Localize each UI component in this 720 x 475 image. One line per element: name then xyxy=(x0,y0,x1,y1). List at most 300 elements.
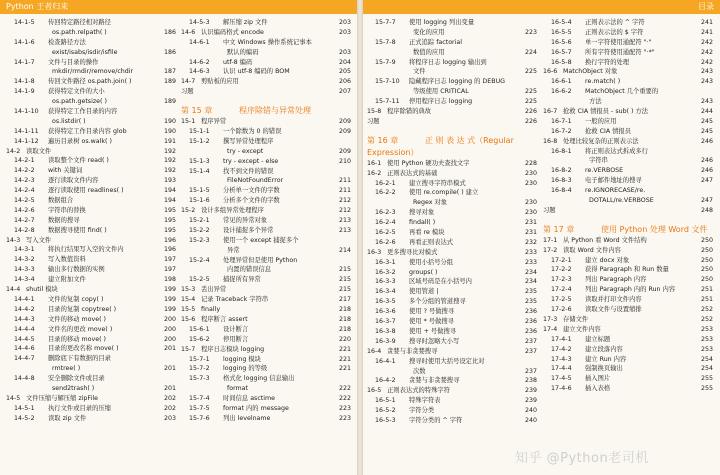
toc-subsection xyxy=(6,315,178,325)
toc-section xyxy=(543,246,715,256)
toc-title: 所有字符使用通配符 "·*" xyxy=(585,48,655,56)
toc-number: 14-3-4 xyxy=(14,276,35,284)
toc-subsection xyxy=(181,275,353,285)
toc-subsection xyxy=(6,305,178,315)
right-toc-columns xyxy=(363,18,720,475)
toc-continuation xyxy=(6,117,178,127)
toc-subsection xyxy=(6,374,178,384)
toc-title: 使用 Python 硬功夫查找文字 xyxy=(387,159,470,167)
toc-title: os.listdir( ) xyxy=(52,117,86,125)
toc-number: 17-4 xyxy=(543,325,558,333)
toc-page-number: 218 xyxy=(338,325,351,333)
toc-page-number: 233 xyxy=(524,248,537,256)
toc-subsection xyxy=(367,268,539,278)
toc-number: 15-1 xyxy=(181,118,196,126)
toc-title: 方法 xyxy=(589,98,602,106)
toc-title: 文件的移动 move( ) xyxy=(48,315,106,323)
toc-page-number: 225 xyxy=(524,68,537,76)
toc-page-number: 245 xyxy=(700,117,713,125)
toc-page-number: 242 xyxy=(700,38,713,46)
toc-title: 抢救 CIA 情报员 xyxy=(585,127,632,135)
toc-subsection xyxy=(543,147,715,157)
toc-subsection xyxy=(6,404,178,414)
toc-section xyxy=(367,386,539,396)
toc-number: 16-2-5 xyxy=(375,229,396,237)
toc-section xyxy=(181,28,353,38)
toc-number: 14-2-4 xyxy=(14,187,35,195)
toc-number: 14-4-6 xyxy=(14,345,35,353)
toc-title: 使用 re.compile( ) 建立 xyxy=(409,189,479,197)
toc-page-number: 195 xyxy=(163,206,176,214)
toc-subsection xyxy=(543,384,715,394)
toc-number: 16-3-9 xyxy=(375,337,396,345)
toc-number: 14-4-5 xyxy=(14,335,35,343)
toc-title: 剪贴板的应用 xyxy=(201,78,239,86)
toc-column-4 xyxy=(543,18,715,394)
toc-page-number: 203 xyxy=(163,414,176,422)
toc-number: 15-7-1 xyxy=(189,355,210,363)
toc-number: 16-3-3 xyxy=(375,278,396,286)
toc-page-number: 190 xyxy=(163,127,176,135)
toc-number: 14-3-2 xyxy=(14,256,35,264)
toc-number: 15-7-2 xyxy=(189,365,210,373)
toc-section xyxy=(6,236,178,246)
toc-continuation xyxy=(367,367,539,377)
toc-title: 执行文件或目录的压缩 xyxy=(48,404,111,412)
toc-number: 15-7-8 xyxy=(375,38,396,46)
toc-title: 数据搜寻使用 find( ) xyxy=(48,226,107,234)
toc-number: 15-1-6 xyxy=(189,197,210,205)
toc-subsection xyxy=(543,18,715,28)
toc-page-number: 203 xyxy=(338,28,351,36)
toc-subsection xyxy=(181,335,353,345)
toc-title: DOTALL/re.VERBOSE xyxy=(589,197,654,205)
toc-number: 17-2-1 xyxy=(551,256,572,264)
toc-title: 列出 Paragraph 内的 Run 内容 xyxy=(585,286,676,294)
toc-number: 15-7-6 xyxy=(189,414,210,422)
toc-page-number: 196 xyxy=(163,236,176,244)
toc-title: rmtree( ) xyxy=(52,365,81,373)
toc-title: 设计多组异常处理程序 xyxy=(201,207,264,215)
toc-number: 14-4-3 xyxy=(14,315,35,323)
toc-subsection xyxy=(181,157,353,167)
toc-page-number: 199 xyxy=(163,305,176,313)
toc-number: 第 17 章 xyxy=(543,224,575,234)
toc-continuation xyxy=(367,48,539,58)
toc-subsection xyxy=(6,107,178,117)
toc-page-number: 239 xyxy=(524,397,537,405)
toc-title: 设计断言 xyxy=(223,325,249,333)
toc-continuation xyxy=(6,67,178,77)
toc-title: 字符串的替换 xyxy=(48,206,86,214)
toc-subsection xyxy=(367,396,539,406)
toc-title: 检查路径方法 xyxy=(48,38,86,46)
toc-spacer xyxy=(181,97,353,105)
left-toc-columns xyxy=(0,18,357,475)
toc-title: 贪婪与非贪婪搜寻 xyxy=(409,377,460,385)
toc-page-number: 231 xyxy=(524,229,537,237)
toc-page-number: 186 xyxy=(163,48,176,56)
toc-title: 获得 Paragraph 和 Run 数量 xyxy=(585,266,669,274)
toc-title: 读取 zip 文件 xyxy=(48,414,87,422)
toc-subsection xyxy=(181,38,353,48)
toc-number: 习题 xyxy=(367,117,380,125)
toc-page-number: 246 xyxy=(700,157,713,165)
toc-section xyxy=(181,345,353,355)
toc-title: 默认的编码 xyxy=(227,48,259,56)
toc-title: re.VERBOSE xyxy=(585,167,624,175)
toc-page-number: 252 xyxy=(700,315,713,323)
toc-subsection xyxy=(367,77,539,87)
toc-number: 17-4-3 xyxy=(551,355,572,363)
toc-section xyxy=(543,107,715,117)
toc-title: 获得特定工作目录的内容 xyxy=(48,108,118,116)
toc-number: 16-8-2 xyxy=(551,167,572,175)
toc-number: 16-3-1 xyxy=(375,258,396,266)
toc-subsection xyxy=(367,238,539,248)
toc-page-number: 212 xyxy=(338,197,351,205)
toc-page-number: 203 xyxy=(338,48,351,56)
toc-number: 15-8 xyxy=(367,108,382,116)
toc-continuation xyxy=(181,246,353,256)
toc-page-number: 250 xyxy=(700,266,713,274)
toc-title: 更多搜寻比对模式 xyxy=(387,248,438,256)
toc-subsection xyxy=(181,414,353,424)
toc-page-number: 241 xyxy=(700,28,713,36)
toc-title: 常见的异常对象 xyxy=(223,217,268,225)
toc-subsection xyxy=(6,196,178,206)
toc-number: 17-1 xyxy=(543,236,558,244)
toc-page-number: 236 xyxy=(524,308,537,316)
toc-title: 将正则表达式拆成多行 xyxy=(585,147,648,155)
toc-number: 15-1-1 xyxy=(189,128,210,136)
toc-subsection xyxy=(6,206,178,216)
toc-title: 解压缩 zip 文件 xyxy=(223,19,268,26)
toc-page-number: 202 xyxy=(163,404,176,412)
toc-page-number: 235 xyxy=(524,298,537,306)
toc-page-number: 196 xyxy=(163,246,176,254)
toc-title: 分析单一文件的字数 xyxy=(223,187,280,195)
toc-subsection xyxy=(543,77,715,87)
toc-subsection xyxy=(543,166,715,176)
toc-page-number: 200 xyxy=(163,335,176,343)
toc-subsection xyxy=(181,18,353,28)
toc-number: 14-1-11 xyxy=(14,127,39,135)
toc-number: 15-7-11 xyxy=(375,98,400,106)
toc-title: 建立附加文件 xyxy=(48,276,86,284)
toc-page-number: 197 xyxy=(163,256,176,264)
toc-title: logging 模块 xyxy=(223,355,261,363)
toc-title: 程序日志模块 logging xyxy=(201,345,265,353)
toc-subsection xyxy=(543,285,715,295)
toc-page-number: 225 xyxy=(524,98,537,106)
toc-title: 特殊字符表 xyxy=(409,397,441,405)
toc-subsection xyxy=(543,256,715,266)
toc-title: 程序除错的典故 xyxy=(387,108,432,116)
toc-title: 次数 xyxy=(413,367,426,375)
toc-title: 数值的应用 xyxy=(413,48,445,56)
toc-title: try - except - else xyxy=(223,157,279,165)
toc-subsection xyxy=(181,226,353,236)
toc-page-number: 251 xyxy=(700,286,713,294)
toc-page-number: 206 xyxy=(338,78,351,86)
toc-exercises xyxy=(181,87,353,97)
toc-page-number: 215 xyxy=(338,266,351,274)
toc-number: 14-5-1 xyxy=(14,404,35,412)
toc-number: 15-2-5 xyxy=(189,276,210,284)
toc-number: 16-2-6 xyxy=(375,238,396,246)
toc-page-number: 224 xyxy=(524,48,537,56)
toc-section xyxy=(181,117,353,127)
toc-number: 15-7-7 xyxy=(375,19,396,26)
toc-title: 一般的应用 xyxy=(585,117,617,125)
toc-subsection xyxy=(543,295,715,305)
toc-title: 贪婪与非贪婪搜寻 xyxy=(387,347,438,355)
toc-number: 16-2-3 xyxy=(375,209,396,217)
toc-number: 14-7 xyxy=(181,78,196,86)
toc-page-number: 243 xyxy=(700,98,713,106)
toc-number: 17-2-3 xyxy=(551,276,572,284)
toc-number: 16-8-4 xyxy=(551,187,572,195)
toc-page-number: 242 xyxy=(700,48,713,56)
toc-number: 14-4-2 xyxy=(14,305,35,313)
toc-number: 16-5-3 xyxy=(375,416,396,424)
toc-subsection xyxy=(6,166,178,176)
toc-subsection xyxy=(367,258,539,268)
toc-number: 14-2-2 xyxy=(14,167,35,175)
toc-page-number: 205 xyxy=(338,68,351,76)
toc-subsection xyxy=(181,236,353,246)
toc-subsection xyxy=(6,127,178,137)
toc-continuation xyxy=(6,97,178,107)
toc-number: 15-2 xyxy=(181,207,196,215)
toc-number: 15-5 xyxy=(181,306,196,314)
toc-page-number: 200 xyxy=(163,315,176,323)
toc-page-number: 241 xyxy=(700,19,713,26)
toc-subsection xyxy=(181,256,353,266)
toc-page-number: 239 xyxy=(524,387,537,395)
toc-page-number: 236 xyxy=(524,318,537,326)
toc-title: 一个除数为 0 的错误 xyxy=(223,128,282,136)
toc-number: 14-3 xyxy=(6,236,21,244)
toc-page-number: 217 xyxy=(338,296,351,304)
toc-continuation xyxy=(181,147,353,157)
toc-subsection xyxy=(181,186,353,196)
toc-title: 逐行读取文件内容 xyxy=(48,177,99,185)
toc-continuation xyxy=(543,196,715,206)
toc-title: 读取文件 xyxy=(26,147,52,155)
toc-number: 15-6-1 xyxy=(189,325,210,333)
toc-page-number: 211 xyxy=(338,187,351,195)
toc-subsection xyxy=(367,287,539,297)
toc-subsection xyxy=(181,67,353,77)
toc-page-number: 240 xyxy=(524,416,537,424)
toc-number: 17-4-5 xyxy=(551,375,572,383)
toc-title: os.path.relpath( ) xyxy=(52,28,107,36)
toc-number: 14-4-7 xyxy=(14,355,35,363)
toc-page-number: 194 xyxy=(163,187,176,195)
toc-title: 目录的更改名称 move( ) xyxy=(48,345,119,353)
toc-title: finally xyxy=(201,306,221,314)
toc-title: 程序异常 xyxy=(201,118,227,126)
toc-subsection xyxy=(543,364,715,374)
toc-title: 列出 levelname xyxy=(223,414,271,422)
toc-title: 强制换页输出 xyxy=(585,365,623,373)
toc-subsection xyxy=(543,117,715,127)
toc-number: 17-2-2 xyxy=(551,266,572,274)
toc-page-number: 221 xyxy=(338,355,351,363)
toc-title: 时间信息 asctime xyxy=(223,395,276,403)
toc-number: 16-3-8 xyxy=(375,327,396,335)
toc-number: 17-3 xyxy=(543,315,558,323)
toc-number: 14-2-3 xyxy=(14,177,35,185)
toc-section xyxy=(543,236,715,246)
toc-page-number: 213 xyxy=(338,217,351,225)
toc-page-number: 254 xyxy=(700,355,713,363)
toc-title: 文件 xyxy=(413,68,426,76)
toc-page-number: 221 xyxy=(338,365,351,373)
toc-title: 列出 Paragraph 内容 xyxy=(585,276,647,284)
toc-title: 程序除错与异常处理 xyxy=(239,106,311,116)
toc-exercises xyxy=(367,117,539,127)
toc-page-number: 209 xyxy=(338,128,351,136)
toc-page-number: 253 xyxy=(700,325,713,333)
toc-section xyxy=(543,315,715,325)
toc-page-number: 189 xyxy=(163,98,176,106)
toc-continuation xyxy=(181,176,353,186)
toc-title: 使用 ? 号做搜寻 xyxy=(409,308,455,316)
toc-continuation xyxy=(6,384,178,394)
toc-title: 将执行结果写入空的文件内 xyxy=(48,246,124,254)
toc-number: 16-3 xyxy=(367,248,382,256)
toc-section xyxy=(543,325,715,335)
toc-page-number: 232 xyxy=(524,238,537,246)
toc-page-number: 187 xyxy=(163,68,176,76)
toc-subsection xyxy=(181,58,353,68)
toc-page-number: 255 xyxy=(700,385,713,393)
toc-page-number: 207 xyxy=(338,88,351,96)
toc-title: shutil 模块 xyxy=(26,286,58,294)
toc-page-number: 211 xyxy=(338,177,351,185)
toc-title: groups( ) xyxy=(409,268,438,276)
toc-title: 处理异常但是使用 Python xyxy=(223,256,298,264)
toc-subsection xyxy=(367,357,539,367)
toc-page-number: 228 xyxy=(524,159,537,167)
toc-title: 写入文件 xyxy=(26,236,52,244)
toc-subsection xyxy=(6,176,178,186)
toc-title: 逐行读取使用 readlines( ) xyxy=(48,187,124,195)
toc-subsection xyxy=(367,277,539,287)
toc-number: 16-6 xyxy=(543,68,558,76)
toc-title: 获得特定工作目录内容 glob xyxy=(48,127,127,135)
toc-title: 搜寻时使用大括号设定比对 xyxy=(409,357,485,365)
toc-title: 将程序日志 logging 输出到 xyxy=(409,58,487,66)
toc-number: 16-3-5 xyxy=(375,298,396,306)
toc-number: 15-1-2 xyxy=(189,137,210,145)
toc-number: 15-2-1 xyxy=(189,217,210,225)
toc-title: 中文 Windows 操作系统记事本 xyxy=(223,38,312,46)
toc-page-number: 192 xyxy=(163,147,176,155)
toc-page-number: 236 xyxy=(524,327,537,335)
toc-number: 15-7-3 xyxy=(189,375,210,383)
toc-page-number: 242 xyxy=(700,58,713,66)
toc-number: 习题 xyxy=(181,88,194,96)
toc-page-number: 194 xyxy=(163,197,176,205)
toc-number: 14-3-1 xyxy=(14,246,35,254)
toc-number: 15-2-2 xyxy=(189,226,210,234)
toc-page-number: 222 xyxy=(338,395,351,403)
toc-title: 插入表格 xyxy=(585,385,611,393)
toc-title: 再看 re 模块 xyxy=(409,229,445,237)
toc-title: 建立 Run 内容 xyxy=(585,355,627,363)
toc-title: 正则表示法的 $ 字符 xyxy=(585,28,644,36)
toc-subsection xyxy=(543,87,715,97)
toc-subsection xyxy=(6,414,178,424)
toc-number: 14-1-10 xyxy=(14,108,39,116)
toc-number: 14-1-6 xyxy=(14,38,35,46)
toc-subsection xyxy=(6,325,178,335)
toc-title: 电子邮件地址的搜寻 xyxy=(585,177,642,185)
toc-subsection xyxy=(181,364,353,374)
toc-subsection xyxy=(6,354,178,364)
toc-page-number: 186 xyxy=(163,28,176,36)
toc-page-number: 223 xyxy=(524,28,537,36)
toc-subsection xyxy=(6,186,178,196)
toc-title: 传回文件路径 os.path.join( ) xyxy=(48,78,132,86)
toc-page-number: 222 xyxy=(338,385,351,393)
toc-page-number: 245 xyxy=(700,127,713,135)
toc-number: 15-7 xyxy=(181,345,196,353)
toc-column-2 xyxy=(181,18,353,424)
toc-chapter-heading xyxy=(367,147,539,159)
toc-title: 使用 * 号做搜寻 xyxy=(409,318,454,326)
toc-subsection xyxy=(367,297,539,307)
toc-section xyxy=(181,315,353,325)
toc-subsection xyxy=(6,87,178,97)
toc-number: 16-4 xyxy=(367,347,382,355)
toc-number: 习题 xyxy=(543,206,556,214)
toc-section xyxy=(543,67,715,77)
toc-subsection xyxy=(543,335,715,345)
toc-number: 14-1-5 xyxy=(14,19,35,26)
toc-title: 存储文件 xyxy=(563,315,589,323)
toc-number: 15-4 xyxy=(181,296,196,304)
toc-page-number: 243 xyxy=(700,68,713,76)
toc-title: 停用断言 xyxy=(223,335,249,343)
toc-title: 丢出异常 xyxy=(201,286,227,294)
toc-page-number: 213 xyxy=(338,226,351,234)
toc-page-number: 201 xyxy=(163,345,176,353)
toc-number: 14-1-8 xyxy=(14,78,35,86)
toc-title: 正式追踪 factorial xyxy=(409,38,462,46)
toc-title: 格式化 logging 信息输出 xyxy=(223,375,295,383)
toc-title: 文件压缩与解压缩 zipFile xyxy=(26,394,98,402)
toc-page-number: 221 xyxy=(338,345,351,353)
toc-title: 文件名的更改 move( ) xyxy=(48,325,113,333)
toc-section xyxy=(181,206,353,216)
toc-page-number: 253 xyxy=(700,335,713,343)
toc-section xyxy=(181,305,353,315)
toc-continuation xyxy=(6,364,178,374)
toc-title: 搜寻对象 xyxy=(409,209,435,217)
toc-page-number: 202 xyxy=(163,394,176,402)
toc-number: 16-2 xyxy=(367,169,382,177)
toc-number: 16-5-2 xyxy=(375,407,396,415)
toc-title: findall( ) xyxy=(409,219,436,227)
toc-subsection xyxy=(6,255,178,265)
toc-subsection xyxy=(6,137,178,147)
toc-column-1 xyxy=(6,18,178,424)
